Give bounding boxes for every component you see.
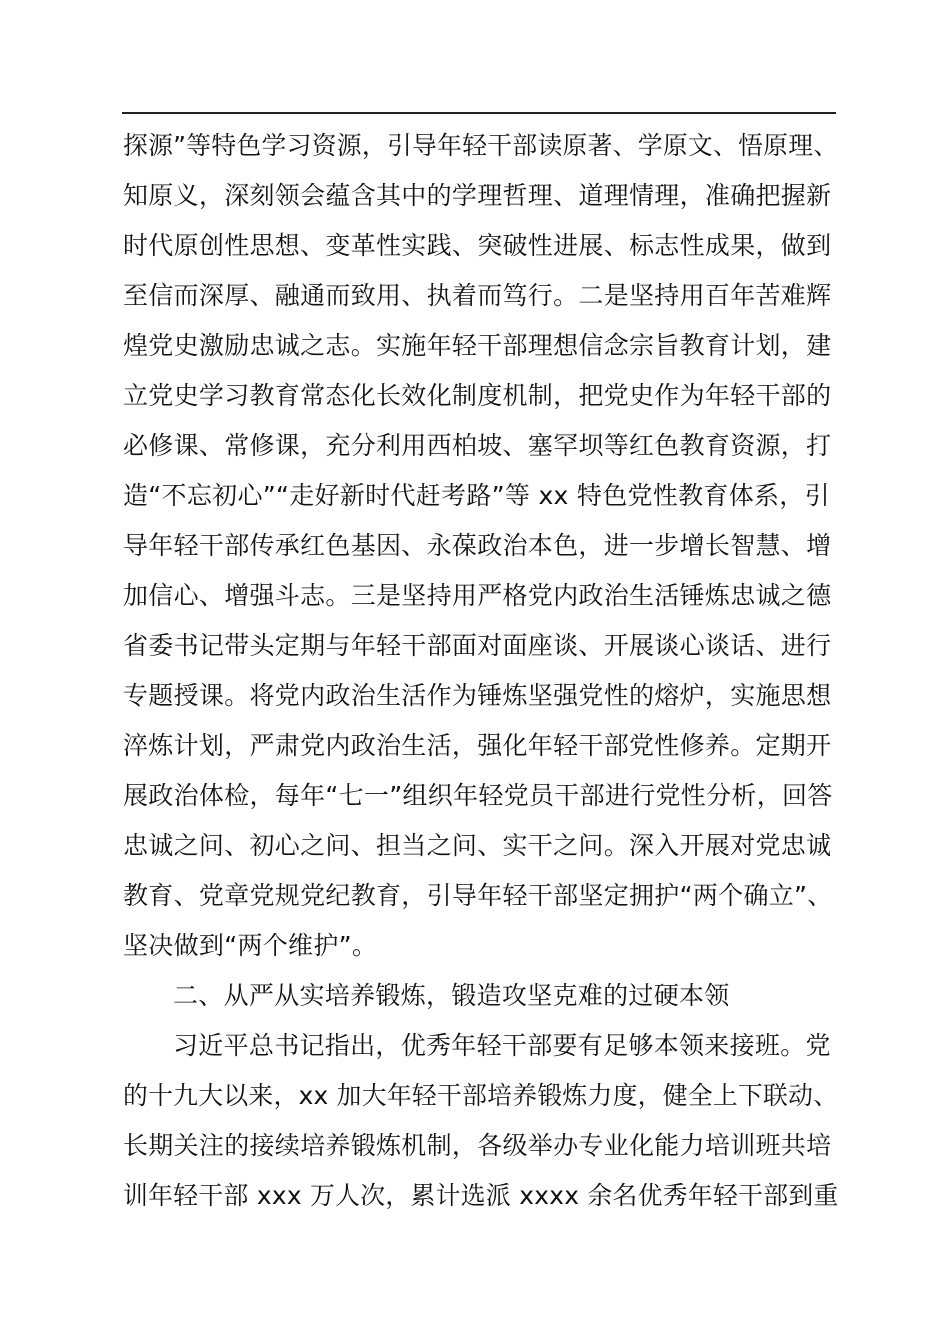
text-line: 坚决做到“两个维护”。 [123,931,378,960]
text-line: 教育、党章党规党纪教育，引导年轻干部坚定拥护“两个确立”、 [123,881,833,910]
text-line: 省委书记带头定期与年轻干部面对面座谈、开展谈心谈话、进行 [123,631,832,660]
document-body [123,121,839,1221]
text-line: 习近平总书记指出，优秀年轻干部要有足够本领来接班。党 [173,1031,831,1060]
text-line: 的十九大以来，xx 加大年轻干部培养锻炼力度，健全上下联动、 [123,1081,839,1110]
text-line: 淬炼计划，严肃党内政治生活，强化年轻干部党性修养。定期开 [123,731,832,760]
text-line: 立党史学习教育常态化长效化制度机制，把党史作为年轻干部的 [123,381,832,410]
text-line: 长期关注的接续培养锻炼机制，各级举办专业化能力培训班共培 [123,1131,832,1160]
text-line: 必修课、常修课，充分利用西柏坡、塞罕坝等红色教育资源，打 [123,431,832,460]
text-line: 时代原创性思想、变革性实践、突破性进展、标志性成果，做到 [123,231,832,260]
text-line: 至信而深厚、融通而致用、执着而笃行。二是坚持用百年苦难辉 [123,281,832,310]
text-line: 探源”等特色学习资源，引导年轻干部读原著、学原文、悟原理、 [123,131,839,160]
text-line: 导年轻干部传承红色基因、永葆政治本色，进一步增长智慧、增 [123,531,832,560]
text-line: 加信心、增强斗志。三是坚持用严格党内政治生活锤炼忠诚之德 [123,581,832,610]
text-line: 煌党史激励忠诚之志。实施年轻干部理想信念宗旨教育计划，建 [123,331,832,360]
header-rule [122,112,836,114]
text-line: 忠诚之问、初心之问、担当之问、实干之问。深入开展对党忠诚 [123,831,832,860]
text-line: 专题授课。将党内政治生活作为锤炼坚强党性的熔炉，实施思想 [123,681,832,710]
text-line: 展政治体检，每年“七一”组织年轻党员干部进行党性分析，回答 [123,781,833,810]
text-line: 训年轻干部 xxx 万人次，累计选派 xxxx 余名优秀年轻干部到重 [123,1181,839,1210]
text-line: 知原义，深刻领会蕴含其中的学理哲理、道理情理，准确把握新 [123,181,832,210]
text-line: 造“不忘初心”“走好新时代赶考路”等 xx 特色党性教育体系，引 [123,481,830,510]
section-heading: 二、从严从实培养锻炼，锻造攻坚克难的过硬本领 [173,981,730,1010]
